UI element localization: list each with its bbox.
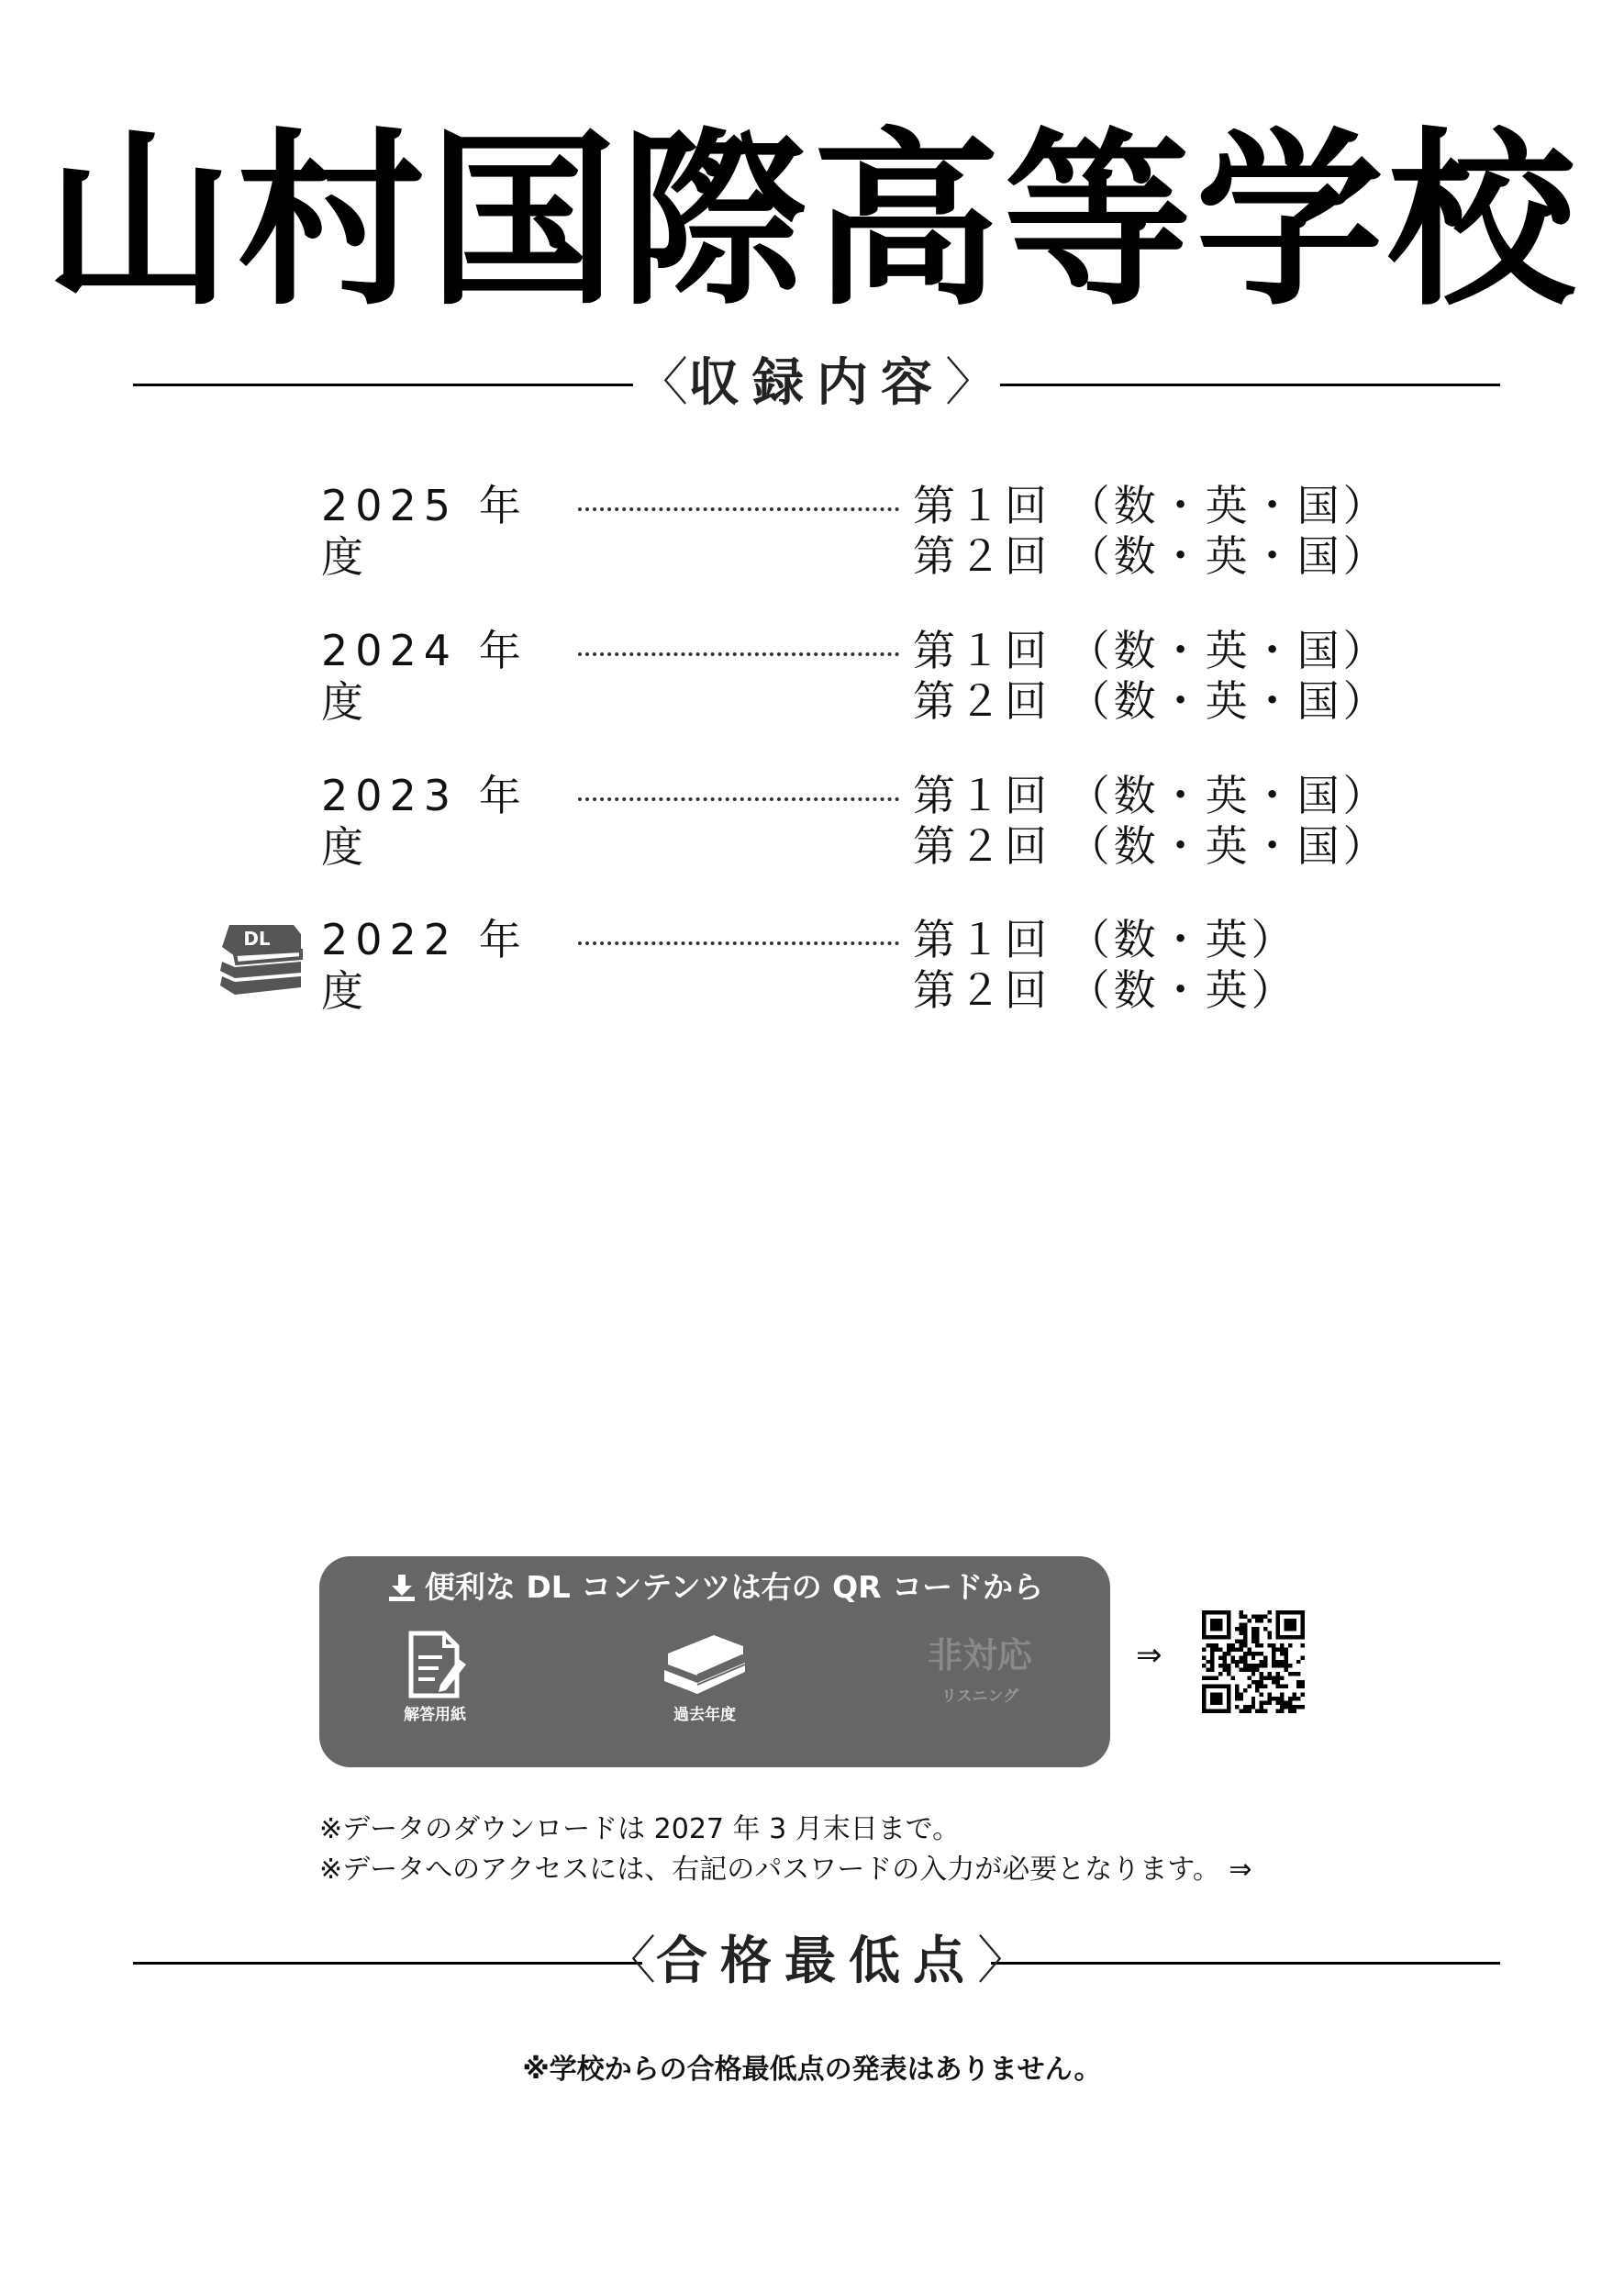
contents-section-title: 〈収録内容〉 [637, 353, 996, 413]
round-entry: 第２回 （数・英） [913, 965, 1297, 1015]
qr-code-icon [1202, 1610, 1305, 1713]
leader-dots [578, 652, 899, 656]
arrow-to-qr: ⇒ [1136, 1637, 1162, 1674]
contents-section-header [133, 347, 1500, 420]
answer-sheet-item: 解答用紙 [362, 1628, 508, 1747]
leader-dots [578, 797, 899, 801]
passing-score-note: ※学校からの合格最低点の発表はありません。 [522, 2054, 1102, 2086]
download-books-icon [217, 918, 305, 1002]
note-password: ※データへのアクセスには、右記のパスワードの入力が必要となります。 ⇒ [319, 1854, 1252, 1886]
round-entry: 第２回 （数・英・国） [913, 676, 1389, 726]
answer-sheet-icon [398, 1628, 472, 1701]
listening-item: 非対応 リスニング [907, 1628, 1053, 1747]
round-entry: 第１回 （数・英・国） [913, 481, 1389, 530]
year-label-2025: 2025 年度 [321, 481, 528, 582]
round-entry: 第１回 （数・英・国） [913, 771, 1389, 820]
not-supported-label: 非対応 [927, 1635, 1032, 1676]
note-download-deadline: ※データのダウンロードは 2027 年 3 月末日まで。 [319, 1813, 961, 1845]
round-entry: 第２回 （数・英・国） [913, 531, 1389, 581]
past-exams-books-icon [659, 1628, 751, 1701]
round-entry: 第１回 （数・英・国） [913, 626, 1389, 675]
year-label-2022: 2022 年度 [321, 915, 528, 1016]
year-label-2024: 2024 年度 [321, 626, 528, 727]
svg-text:DL: DL [243, 928, 271, 950]
download-icon [386, 1573, 417, 1602]
leader-dots [578, 941, 899, 945]
leader-dots [578, 507, 899, 511]
dl-content-box [319, 1556, 1110, 1767]
year-label-2023: 2023 年度 [321, 771, 528, 872]
passing-section-header [133, 1925, 1500, 1999]
dl-caption: 便利な DL コンテンツは右の QR コードから [319, 1567, 1110, 1608]
school-title: 山村国際高等学校 [45, 113, 1579, 331]
passing-section-title: 〈合格最低点〉 [605, 1932, 1029, 1991]
round-entry: 第２回 （数・英・国） [913, 821, 1389, 871]
past-exams-item: 過去年度 [631, 1628, 778, 1747]
round-entry: 第１回 （数・英） [913, 915, 1297, 964]
